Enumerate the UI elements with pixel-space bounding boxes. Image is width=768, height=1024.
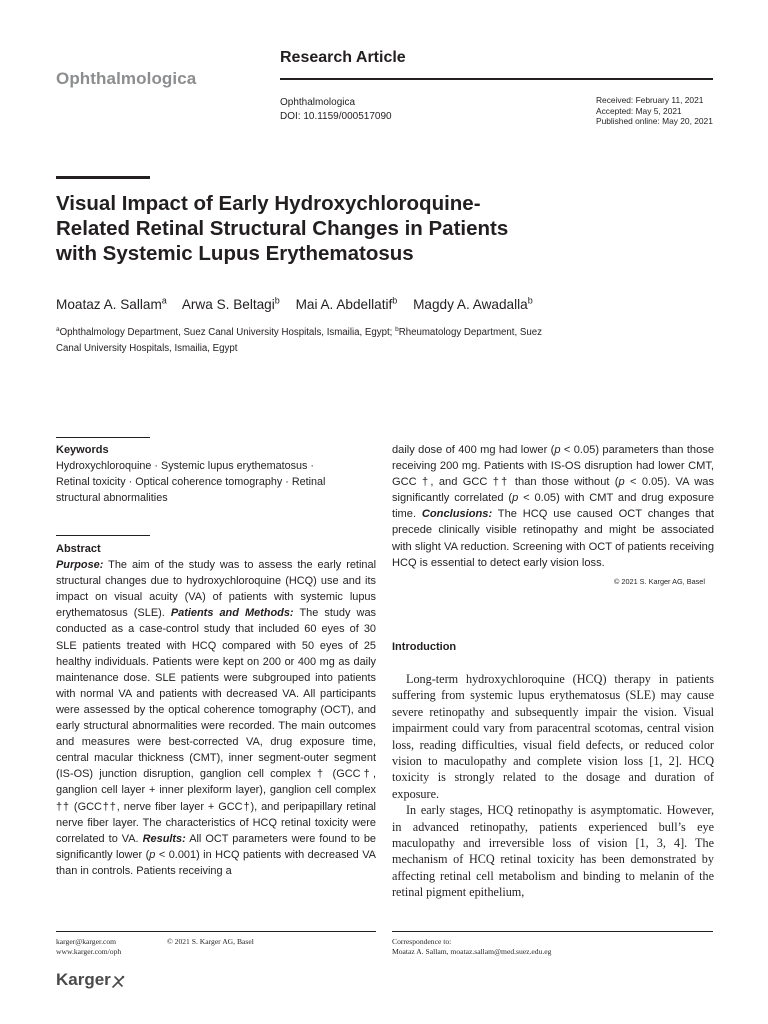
author[interactable]: Moataz A. Sallam$^a$ xyxy=(56,295,167,312)
received-date: Received: February 11, 2021 xyxy=(596,95,704,105)
correspondence-label: Correspondence to: xyxy=(392,937,452,946)
article-title xyxy=(56,191,616,266)
journal-name: Ophthalmologica xyxy=(56,69,197,88)
title-bar xyxy=(56,176,150,179)
keywords-line: Retinal toxicity · Optical coherence tomography · Retinal xyxy=(56,476,326,489)
title-line: Related Retinal Structural Changes in Patients xyxy=(56,217,509,240)
publisher-email[interactable]: karger@karger.com xyxy=(56,937,117,946)
author[interactable]: Arwa S. Beltagi$^b$ xyxy=(181,295,280,312)
abstract-body: Purpose: The aim of the study was to assess the early retinal structural changes due to hydroxychloroquine (HCQ) use and its impact on visual acuity (VA) of patients with systemic lupus erythematosus (SLE). Patients and Methods: The study was conducted as a case-control study that included 60 eyes of 30 SLE patients treated with HCQ compared with 50 eyes of 25 healthy individuals. Patients were kept on 200 or 400 mg as daily maintenance dose. SLE patients were subgrouped into patients with normal VA and patients with decreased VA. All participants were assessed by the optical coherence tomography (OCT), and early structural abnormalities were recorded. The main outcomes and measures were best-corrected VA, drug exposure time, central macular thickness (CMT), inner segment-outer segment (IS-OS) junction disruption, ganglion cell complex † (GCC†, ganglion cell layer + inner plexiform layer), ganglion cell complex †† (GCC††, nerve fiber layer + GCC†), and peripapillary retinal nerve fiber layer. The characteristics of HCQ retinal toxicity were correlated to VA. Results: All OCT parameters were found to be significantly lower (p < 0.001) in HCQ patients with decreased VA than in controls. Patients receiving a xyxy=(56,559,376,877)
accepted-date: Accepted: May 5, 2021 xyxy=(596,105,682,116)
abstract-heading: Abstract xyxy=(56,543,101,555)
journal-line: Ophthalmologica xyxy=(280,97,356,108)
introduction-body xyxy=(392,671,714,901)
title-line: Visual Impact of Early Hydroxychloroquine- xyxy=(56,192,481,215)
keywords-line: structural abnormalities xyxy=(56,492,168,505)
conclusions-label: Conclusions: xyxy=(421,508,493,521)
footer-rule-right xyxy=(392,931,713,932)
doi[interactable]: DOI: 10.1159/000517090 xyxy=(280,111,392,122)
keywords-line: Hydroxychloroquine · Systemic lupus erythematosus · xyxy=(56,460,315,473)
footer-rule-left xyxy=(56,931,376,932)
publisher-contact xyxy=(56,937,121,957)
keywords-section xyxy=(56,442,376,506)
results-label: Results: xyxy=(142,832,186,845)
title-line: with Systemic Lupus Erythematosus xyxy=(56,242,414,265)
abstract-rule xyxy=(56,535,150,536)
purpose-label: Purpose: xyxy=(56,559,104,572)
author[interactable]: Magdy A. Awadalla$^b$ xyxy=(413,295,533,312)
header-rule xyxy=(280,78,713,80)
author-list xyxy=(56,295,545,312)
abstract-continued: daily dose of 400 mg had lower (p < 0.05) parameters than those receiving 200 mg. Patients with IS-OS disruption had lower CMT, GCC †, and GCC †† than those without (p < 0.05). VA was significantly correlated (p < 0.05) with CMT and drug exposure time. Conclusions: The HCQ use caused OCT changes that precede clinically visible retinopathy and might be associated with slight VA reduction. Screening with OCT of patients receiving HCQ is essential to detect early vision loss. xyxy=(392,444,714,569)
affiliations: $^a$Ophthalmology Department, Suez Canal University Hospitals, Ismailia, Egypt; $^b$Rheumatology Department, Suez Canal University Hospitals, Ismailia, Egypt xyxy=(56,326,542,355)
journal-meta xyxy=(280,96,392,124)
correspondence xyxy=(392,937,551,957)
paragraph: In early stages, HCQ retinopathy is asymptomatic. However, in advanced retinopathy, patients experienced bull’s eye maculopathy and irreversible loss of vision [1, 3, 4]. The mechanism of HCQ retinal toxicity has been demonstrated by affecting retinal cell metabolism and binding to melanin of the retinal pigment epithelium, xyxy=(392,803,714,900)
article-dates xyxy=(596,95,713,127)
keywords-rule xyxy=(56,437,150,438)
abstract-section xyxy=(56,541,376,879)
publisher-logo xyxy=(56,970,125,990)
footer-copyright: © 2021 S. Karger AG, Basel xyxy=(167,937,254,946)
correspondence-contact[interactable]: Moataz A. Sallam, moataz.sallam@med.suez.edu.eg xyxy=(392,947,552,956)
author[interactable]: Mai A. Abdellatif$^b$ xyxy=(295,295,398,312)
published-date: Published online: May 20, 2021 xyxy=(596,116,713,126)
abstract-copyright: © 2021 S. Karger AG, Basel xyxy=(614,577,705,586)
karger-logo-icon xyxy=(111,974,125,988)
article-type: Research Article xyxy=(280,49,406,66)
methods-label: Patients and Methods: xyxy=(170,607,294,620)
introduction-heading: Introduction xyxy=(392,641,457,653)
keywords-heading: Keywords xyxy=(56,444,109,456)
publisher-name: Karger xyxy=(56,970,111,989)
paragraph: Long-term hydroxychloroquine (HCQ) therapy in patients suffering from systemic lupus erythematosus (SLE) may cause severe retinopathy and subsequently impair the vision. Visual impairment could vary from paracentral scotomas, central vision loss, reading difficulties, visual field defects, or reduced color vision to maculopathy and complete vision loss [1, 2]. HCQ toxicity is strongly related to the dosage and duration of exposure. xyxy=(392,672,714,801)
publisher-website[interactable]: www.karger.com/oph xyxy=(56,947,122,956)
